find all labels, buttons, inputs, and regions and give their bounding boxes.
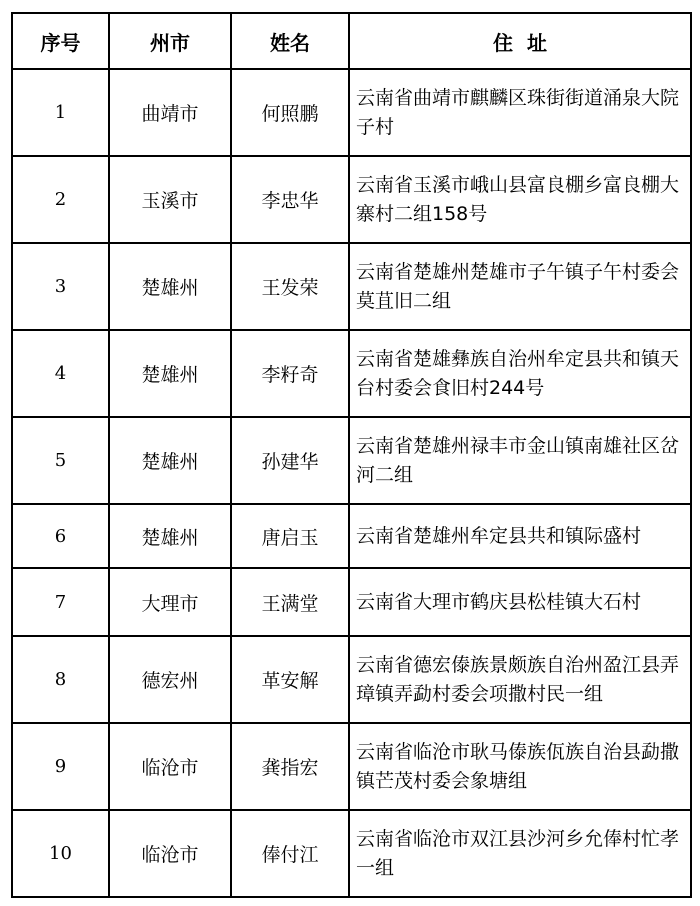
row-city: 德宏州 [109, 636, 231, 723]
row-address: 云南省德宏傣族景颇族自治州盈江县弄璋镇弄勐村委会项撒村民一组 [349, 636, 691, 723]
row-address: 云南省楚雄州楚雄市子午镇子午村委会莫苴旧二组 [349, 243, 691, 330]
row-city: 楚雄州 [109, 417, 231, 504]
row-index: 3 [12, 243, 109, 330]
row-name: 何照鹏 [231, 69, 349, 156]
row-address: 云南省曲靖市麒麟区珠街街道涌泉大院子村 [349, 69, 691, 156]
header-city: 州市 [109, 13, 231, 69]
roster-table [11, 12, 692, 898]
row-address: 云南省临沧市耿马傣族佤族自治县勐撒镇芒茂村委会象塘组 [349, 723, 691, 810]
table-row [12, 723, 691, 810]
row-name: 王发荣 [231, 243, 349, 330]
row-name: 王满堂 [231, 568, 349, 636]
row-address: 云南省玉溪市峨山县富良棚乡富良棚大寨村二组158号 [349, 156, 691, 243]
table-row [12, 156, 691, 243]
header-name: 姓名 [231, 13, 349, 69]
row-name: 革安解 [231, 636, 349, 723]
row-index: 4 [12, 330, 109, 417]
table-row [12, 568, 691, 636]
table-row [12, 243, 691, 330]
row-address: 云南省大理市鹤庆县松桂镇大石村 [349, 568, 691, 636]
row-index: 10 [12, 810, 109, 897]
row-name: 俸付江 [231, 810, 349, 897]
row-city: 临沧市 [109, 723, 231, 810]
row-address: 云南省楚雄州牟定县共和镇际盛村 [349, 504, 691, 568]
header-address: 住 址 [349, 13, 691, 69]
row-city: 楚雄州 [109, 504, 231, 568]
row-name: 唐启玉 [231, 504, 349, 568]
row-address: 云南省楚雄州禄丰市金山镇南雄社区岔河二组 [349, 417, 691, 504]
row-index: 1 [12, 69, 109, 156]
row-index: 8 [12, 636, 109, 723]
row-index: 9 [12, 723, 109, 810]
row-city: 临沧市 [109, 810, 231, 897]
row-city: 曲靖市 [109, 69, 231, 156]
table-row [12, 417, 691, 504]
header-row [12, 13, 691, 69]
table-row [12, 504, 691, 568]
row-address: 云南省楚雄彝族自治州牟定县共和镇天台村委会食旧村244号 [349, 330, 691, 417]
row-city: 楚雄州 [109, 243, 231, 330]
row-index: 6 [12, 504, 109, 568]
table-row [12, 69, 691, 156]
table-row [12, 636, 691, 723]
row-name: 李忠华 [231, 156, 349, 243]
row-index: 5 [12, 417, 109, 504]
table-row [12, 810, 691, 897]
row-city: 玉溪市 [109, 156, 231, 243]
row-city: 楚雄州 [109, 330, 231, 417]
row-index: 2 [12, 156, 109, 243]
row-address: 云南省临沧市双江县沙河乡允俸村忙孝一组 [349, 810, 691, 897]
header-index: 序号 [12, 13, 109, 69]
row-city: 大理市 [109, 568, 231, 636]
table-row [12, 330, 691, 417]
row-name: 李籽奇 [231, 330, 349, 417]
row-index: 7 [12, 568, 109, 636]
row-name: 孙建华 [231, 417, 349, 504]
row-name: 龚指宏 [231, 723, 349, 810]
